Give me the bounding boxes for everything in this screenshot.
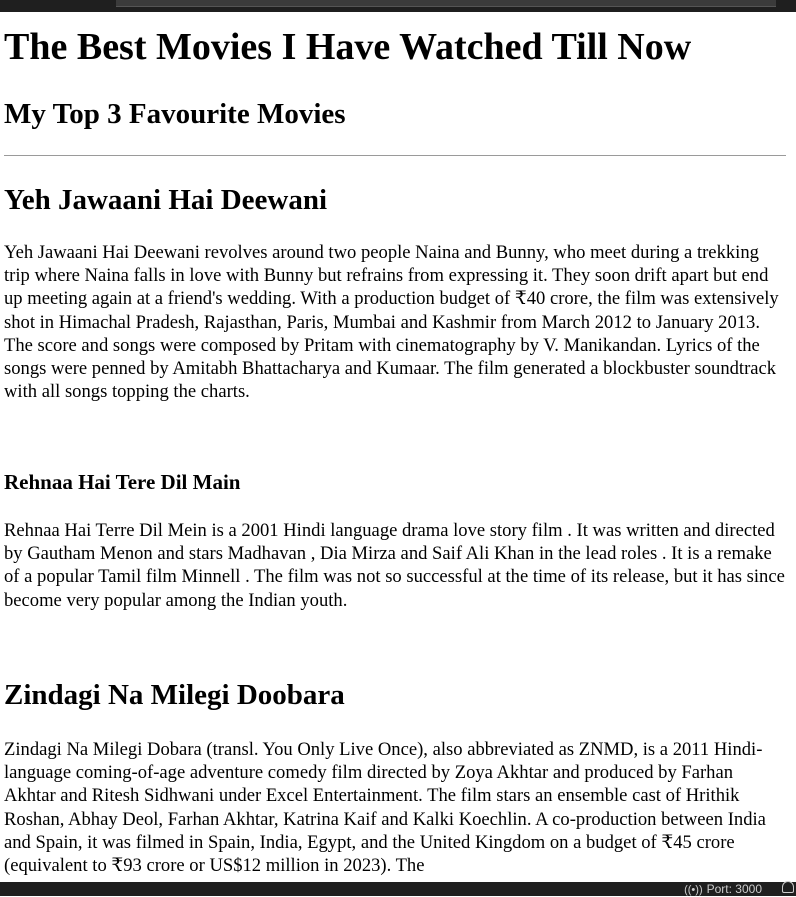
movie-description-2: Rehnaa Hai Terre Dil Mein is a 2001 Hindi language drama love story film . It was written and directed by Gautham Menon and stars Madhavan , Dia Mirza and Saif Ali Khan in the lead roles . It is a remake of a popular Tamil film Minnell . The film was not so successful at the time of its release, but it has since become very popular among the Indian youth. [4, 520, 785, 611]
port-status[interactable] [684, 882, 762, 897]
broadcast-icon: ((•)) [684, 884, 703, 896]
notification-bell-icon[interactable] [782, 881, 794, 893]
horizontal-scrollbar[interactable] [116, 0, 776, 7]
browser-top-bar [0, 0, 796, 12]
movie-heading-1: Yeh Jawaani Hai Deewani [4, 184, 328, 216]
movie-heading-2: Rehnaa Hai Tere Dil Main [4, 470, 241, 494]
status-bar [0, 882, 796, 896]
movie-description-3: Zindagi Na Milegi Dobara (transl. You Only Live Once), also abbreviated as ZNMD, is a 2011 Hindi-language coming-of-age adventure comedy film directed by Zoya Akhtar and produced by Farhan Akhtar and Ritesh Sidhwani under Excel Entertainment. The film stars an ensemble cast of Hrithik Roshan, Abhay Deol, Farhan Akhtar, Katrina Kaif and Kalki Koechlin. A co-production between India and Spain, it was filmed in Spain, India, Egypt, and the United Kingdom on a budget of ₹45 crore (equivalent to ₹93 crore or US$12 million in 2023). The [4, 739, 766, 877]
port-label: Port: 3000 [706, 882, 762, 896]
page-title: The Best Movies I Have Watched Till Now [4, 26, 692, 68]
movie-description-1: Yeh Jawaani Hai Deewani revolves around two people Naina and Bunny, who meet during a trekking trip where Naina falls in love with Bunny but refrains from expressing it. They soon drift apart but end up meeting again at a friend's wedding. With a production budget of ₹40 crore, the film was extensively shot in Himachal Pradesh, Rajasthan, Paris, Mumbai and Kashmir from March 2012 to January 2013. The score and songs were composed by Pritam with cinematography by V. Manikandan. Lyrics of the songs were penned by Amitabh Bhattacharya and Kumaar. The film generated a blockbuster soundtrack with all songs topping the charts. [4, 242, 779, 403]
movie-heading-3: Zindagi Na Milegi Doobara [4, 679, 345, 711]
divider [4, 155, 786, 156]
page-subtitle: My Top 3 Favourite Movies [4, 98, 346, 130]
